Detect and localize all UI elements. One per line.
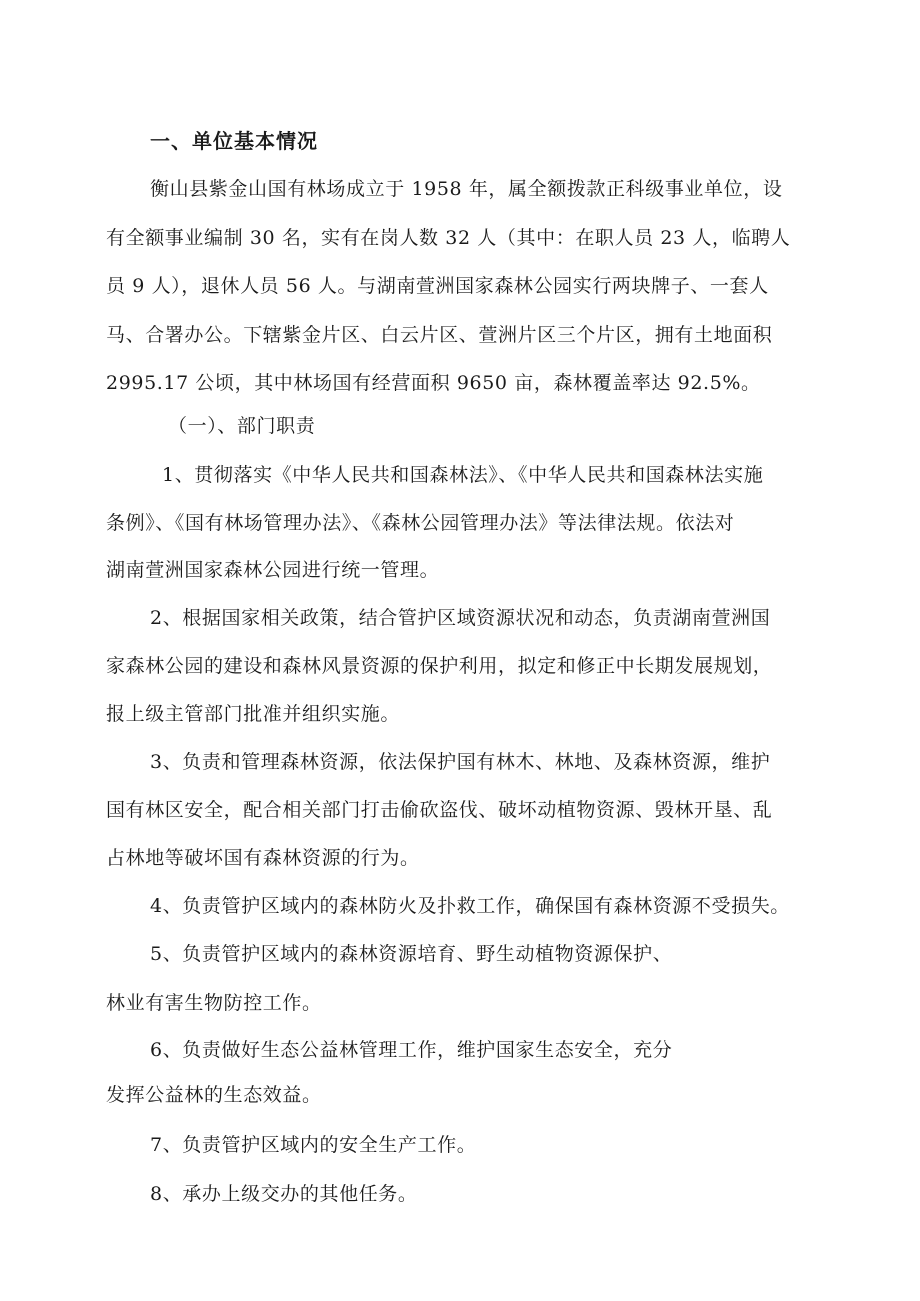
duty-line: 5、负责管护区域内的森林资源培育、野生动植物资源保护、 <box>150 943 673 965</box>
duty-line: 1、贯彻落实《中华人民共和国森林法》、《中华人民共和国森林法实施 <box>162 464 764 486</box>
duty-line: 4、负责管护区域内的森林防火及扑救工作，确保国有森林资源不受损失。 <box>150 895 790 917</box>
intro-line: 有全额事业编制 30 名，实有在岗人数 32 人（其中：在职人员 23 人，临聘人 <box>106 227 791 249</box>
duty-line: 报上级主管部门批准并组织实施。 <box>106 703 401 725</box>
duty-line: 2、根据国家相关政策，结合管护区域资源状况和动态，负责湖南萱洲国 <box>150 607 771 629</box>
duty-line: 条例》、《国有林场管理办法》、《森林公园管理办法》等法律法规。依法对 <box>106 512 735 534</box>
intro-line: 员 9 人），退休人员 56 人。与湖南萱洲国家森林公园实行两块牌子、一套人 <box>106 275 769 297</box>
duty-line: 8、承办上级交办的其他任务。 <box>150 1183 418 1205</box>
duty-line: 7、负责管护区域内的安全生产工作。 <box>150 1134 477 1156</box>
duty-line: 国有林区安全，配合相关部门打击偷砍盗伐、破坏动植物资源、毁林开垦、乱 <box>106 799 773 821</box>
duty-line: 3、负责和管理森林资源，依法保护国有林木、林地、及森林资源，维护 <box>150 751 771 773</box>
intro-line: 马、合署办公。下辖紫金片区、白云片区、萱洲片区三个片区，拥有土地面积 <box>106 324 773 346</box>
duty-line: 家森林公园的建设和森林风景资源的保护利用，拟定和修正中长期发展规划， <box>106 655 773 677</box>
duty-line: 发挥公益林的生态效益。 <box>106 1084 322 1106</box>
intro-line: 2995.17 公顷，其中林场国有经营面积 9650 亩，森林覆盖率达 92.5%。 <box>106 372 761 394</box>
duty-line: 占林地等破坏国有森林资源的行为。 <box>106 847 420 869</box>
intro-line: 衡山县紫金山国有林场成立于 1958 年，属全额拨款正科级事业单位，设 <box>150 178 783 200</box>
duty-line: 林业有害生物防控工作。 <box>106 992 322 1014</box>
section-heading: 一、单位基本情况 <box>150 129 318 153</box>
duty-line: 6、负责做好生态公益林管理工作，维护国家生态安全，充分 <box>150 1039 673 1061</box>
duty-line: 湖南萱洲国家森林公园进行统一管理。 <box>106 559 440 581</box>
subsection-heading: （一）、部门职责 <box>168 415 316 437</box>
